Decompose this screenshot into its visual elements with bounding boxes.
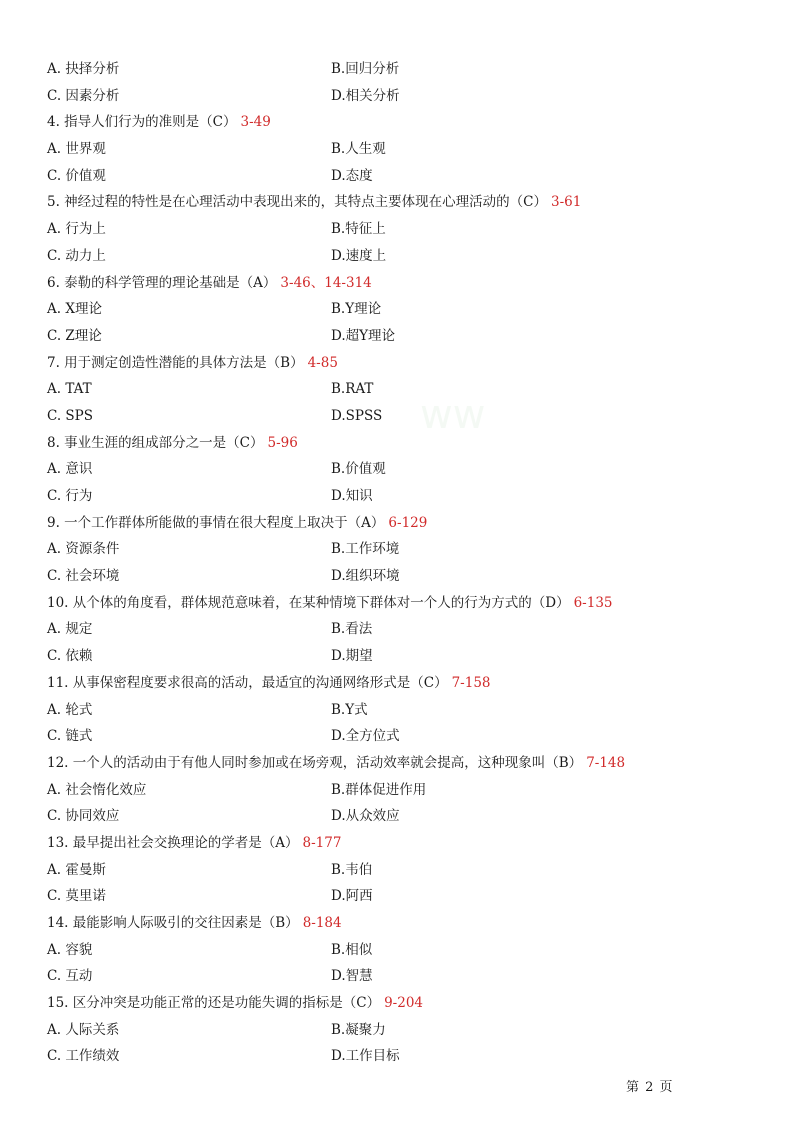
question-stem: [47, 350, 767, 377]
option-c: C. 工作绩效: [47, 1048, 120, 1065]
question-stem: [47, 830, 767, 857]
option-b: B.价值观: [331, 461, 386, 478]
option-row: [47, 723, 767, 750]
page-reference: 7-158: [451, 674, 491, 691]
option-a: A. 人际关系: [47, 1021, 120, 1038]
option-a: A. 资源条件: [47, 541, 120, 558]
option-c: C. 社会环境: [47, 568, 120, 585]
option-b: B.看法: [331, 621, 373, 638]
page-reference: 5-96: [267, 434, 298, 451]
option-row: [47, 643, 767, 670]
question-stem: [47, 990, 767, 1017]
question-stem: [47, 510, 767, 537]
option-b: B.回归分析: [331, 61, 400, 77]
option-row: [47, 136, 767, 163]
option-a: A. 社会惰化效应: [47, 781, 147, 798]
option-a: A. 霍曼斯: [47, 861, 106, 878]
question-text: 13. 最早提出社会交换理论的学者是（A）: [47, 834, 299, 851]
option-c: C. 协同效应: [47, 808, 120, 825]
option-a: A. 世界观: [47, 141, 106, 158]
option-a: A. 容貌: [47, 941, 93, 958]
page-reference: 3-46、14-314: [280, 274, 372, 291]
option-a: A. 抉择分析: [47, 61, 120, 77]
option-d: D.速度上: [331, 247, 387, 264]
page-reference: 8-184: [302, 915, 342, 931]
question-text: 8. 事业生涯的组成部分之一是（C）: [47, 434, 264, 451]
question-stem: [47, 590, 767, 617]
option-a: A. 轮式: [47, 701, 93, 718]
option-d: D.全方位式: [331, 728, 400, 745]
option-d: D.SPSS: [331, 407, 383, 424]
page-reference: 8-177: [302, 834, 342, 851]
option-row: [47, 803, 767, 830]
option-d: D.智慧: [331, 968, 373, 985]
option-b: B.相似: [331, 941, 373, 958]
option-row: [47, 777, 767, 804]
option-row: [47, 963, 767, 990]
option-c: C. Z理论: [47, 327, 102, 344]
question-text: 11. 从事保密程度要求很高的活动，最适宜的沟通网络形式是（C）: [47, 674, 448, 691]
question-text: 7. 用于测定创造性潜能的具体方法是（B）: [47, 354, 304, 371]
question-stem: [47, 189, 767, 216]
option-row: [47, 563, 767, 590]
question-text: 15. 区分冲突是功能正常的还是功能失调的指标是（C）: [47, 995, 381, 1012]
option-row: [47, 403, 767, 430]
option-b: B.韦伯: [331, 861, 373, 878]
question-text: 14. 最能影响人际吸引的交往因素是（B）: [47, 915, 299, 931]
question-stem: [47, 270, 767, 297]
option-row: [47, 1043, 767, 1070]
option-a: A. TAT: [47, 381, 92, 398]
option-b: B.群体促进作用: [331, 781, 427, 798]
option-row: [47, 697, 767, 724]
option-row: [47, 296, 767, 323]
option-c: C. 行为: [47, 488, 93, 504]
option-d: D.阿西: [331, 888, 373, 905]
page-reference: 6-135: [573, 594, 613, 611]
question-stem: [47, 750, 767, 777]
watermark: ww: [420, 392, 486, 438]
option-a: A. 意识: [47, 461, 93, 478]
question-stem: [47, 670, 767, 697]
option-row: [47, 456, 767, 483]
page-reference: 7-148: [586, 754, 626, 771]
question-stem: [47, 109, 767, 136]
option-d: D.相关分析: [331, 87, 400, 104]
option-b: B.工作环境: [331, 541, 400, 558]
option-d: D.组织环境: [331, 568, 400, 585]
question-stem: [47, 910, 767, 937]
question-text: 12. 一个人的活动由于有他人同时参加或在场旁观，活动效率就会提高，这种现象叫（B）: [47, 754, 583, 771]
option-c: C. 因素分析: [47, 87, 120, 104]
option-b: B.RAT: [331, 381, 374, 398]
option-row: [47, 857, 767, 884]
option-c: C. 依赖: [47, 648, 93, 665]
option-c: C. SPS: [47, 407, 94, 424]
option-d: D.期望: [331, 648, 373, 665]
option-row: [47, 536, 767, 563]
option-c: C. 链式: [47, 728, 93, 745]
option-a: A. 行为上: [47, 221, 106, 238]
option-b: B.凝聚力: [331, 1021, 386, 1038]
option-b: B.人生观: [331, 141, 386, 158]
page-reference: 9-204: [384, 995, 424, 1012]
option-b: B.Y式: [331, 701, 368, 718]
question-stem: [47, 430, 767, 457]
page-reference: 6-129: [388, 514, 428, 531]
option-d: D.知识: [331, 488, 373, 504]
option-a: A. X理论: [47, 301, 102, 318]
option-c: C. 价值观: [47, 167, 106, 184]
option-row: [47, 937, 767, 964]
question-text: 4. 指导人们行为的准则是（C）: [47, 114, 237, 131]
option-row: [47, 163, 767, 190]
page-number: 第 2 页: [626, 1080, 674, 1095]
question-list: [47, 56, 767, 1070]
option-row: [47, 216, 767, 243]
option-b: B.特征上: [331, 221, 386, 238]
option-d: D.态度: [331, 167, 373, 184]
option-row: [47, 616, 767, 643]
option-c: C. 动力上: [47, 247, 106, 264]
option-row: [47, 483, 767, 510]
option-row: [47, 376, 767, 403]
page-reference: 3-49: [240, 114, 271, 131]
option-c: C. 互动: [47, 968, 93, 985]
option-b: B.Y理论: [331, 301, 382, 318]
option-row: [47, 243, 767, 270]
option-c: C. 莫里诺: [47, 888, 106, 905]
page-reference: 3-61: [551, 194, 582, 211]
option-d: D.超Y理论: [331, 327, 396, 344]
page-reference: 4-85: [307, 354, 338, 371]
option-row: [47, 323, 767, 350]
question-text: 10. 从个体的角度看，群体规范意味着，在某种情境下群体对一个人的行为方式的（D）: [47, 594, 570, 611]
option-row: [47, 56, 767, 83]
option-row: [47, 1017, 767, 1044]
option-d: D.从众效应: [331, 808, 400, 825]
option-a: A. 规定: [47, 621, 93, 638]
question-text: 9. 一个工作群体所能做的事情在很大程度上取决于（A）: [47, 514, 385, 531]
option-row: [47, 83, 767, 110]
question-text: 5. 神经过程的特性是在心理活动中表现出来的，其特点主要体现在心理活动的（C）: [47, 194, 547, 211]
option-d: D.工作目标: [331, 1048, 400, 1065]
option-row: [47, 883, 767, 910]
question-text: 6. 泰勒的科学管理的理论基础是（A）: [47, 274, 277, 291]
